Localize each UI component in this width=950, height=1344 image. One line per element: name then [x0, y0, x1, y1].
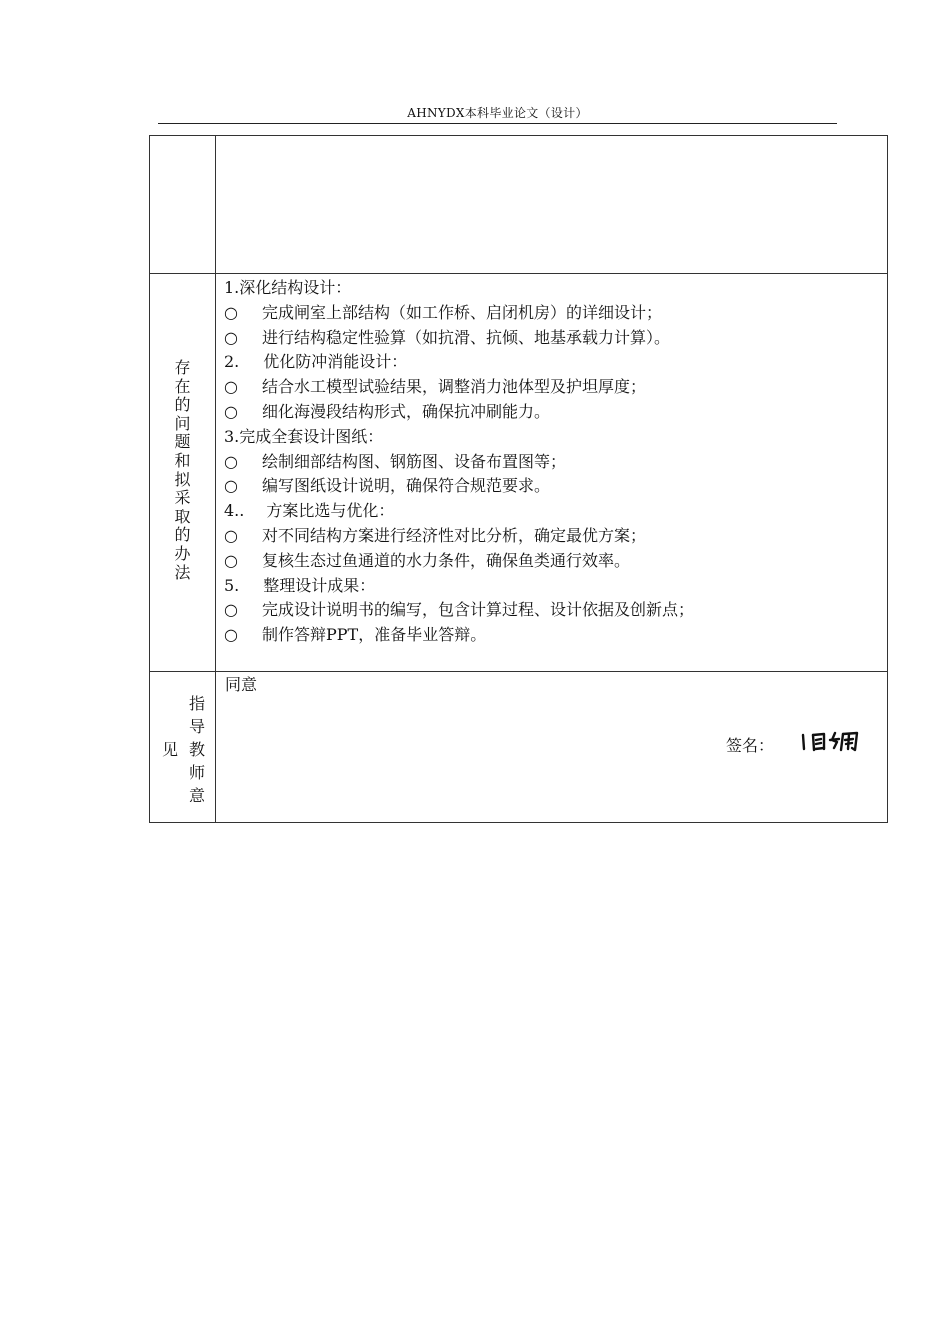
bullet-text: 结合水工模型试验结果，调整消力池体型及护坦厚度； [262, 377, 647, 397]
bullet-text: 完成闸室上部结构（如工作桥、启闭机房）的详细设计； [262, 302, 663, 322]
table-row-advisor [150, 672, 888, 823]
bullet-text: 完成设计说明书的编写，包含计算过程、设计依据及创新点； [262, 600, 695, 620]
list-item-heading [224, 574, 879, 599]
hollow-circle-icon: ○ [224, 401, 238, 421]
list-item [224, 400, 879, 425]
hollow-circle-icon: ○ [224, 600, 238, 620]
hollow-circle-icon: ○ [224, 625, 238, 645]
problems-list [216, 274, 887, 648]
bullet-text: 对不同结构方案进行经济性对比分析，确定最优方案； [262, 525, 647, 545]
hollow-circle-icon: ○ [224, 302, 238, 322]
signature-label: 签名： [726, 736, 775, 755]
advisor-opinion: 同意 [225, 675, 258, 694]
header-rule [158, 123, 837, 124]
item-heading: 优化防冲消能设计： [263, 352, 408, 372]
item-number: 2. [224, 352, 240, 372]
hollow-circle-icon: ○ [224, 525, 238, 545]
hollow-circle-icon: ○ [224, 451, 238, 471]
problems-content-cell [216, 274, 888, 672]
hollow-circle-icon: ○ [224, 550, 238, 570]
item-heading: 方案比选与优化： [266, 501, 395, 521]
handwritten-signature-icon [799, 728, 865, 756]
form-table [149, 135, 888, 823]
item-heading: 整理设计成果： [263, 575, 376, 595]
list-item [224, 375, 879, 400]
table-row-empty [150, 136, 888, 274]
item-number: 5. [224, 575, 240, 595]
list-item [224, 524, 879, 549]
list-item [224, 326, 879, 351]
hollow-circle-icon: ○ [224, 377, 238, 397]
list-item [224, 450, 879, 475]
item-heading: 深化结构设计： [239, 278, 352, 297]
bullet-text: 编写图纸设计说明，确保符合规范要求。 [262, 476, 551, 496]
list-item [224, 474, 879, 499]
advisor-label: 指导教师意 [188, 694, 205, 805]
bullet-text: 制作答辩PPT，准备毕业答辩。 [262, 625, 487, 645]
list-item [224, 598, 879, 623]
list-item [224, 623, 879, 648]
empty-content-cell [216, 136, 888, 274]
bullet-text: 复核生态过鱼通道的水力条件，确保鱼类通行效率。 [262, 550, 631, 570]
list-item [224, 549, 879, 574]
table-row-problems [150, 274, 888, 672]
list-item-heading [224, 425, 879, 450]
list-item-heading [224, 276, 879, 301]
item-number: 1. [224, 278, 240, 297]
item-number: 4.. [224, 501, 245, 521]
advisor-label-cell [150, 672, 216, 823]
problems-label: 存在的问题和拟采取的办法 [174, 358, 191, 582]
bullet-text: 进行结构稳定性验算（如抗滑、抗倾、地基承载力计算）。 [262, 327, 671, 347]
list-item-heading [224, 499, 879, 524]
advisor-content-cell [216, 672, 888, 823]
bullet-text: 绘制细部结构图、钢筋图、设备布置图等； [262, 451, 567, 471]
list-item [224, 301, 879, 326]
page-header: AHNYDX本科毕业论文（设计） [407, 106, 588, 120]
empty-label-cell [150, 136, 216, 274]
list-item-heading [224, 350, 879, 375]
item-number: 3. [224, 426, 240, 446]
advisor-label-side: 见 [162, 740, 179, 759]
problems-label-cell [150, 274, 216, 672]
hollow-circle-icon: ○ [224, 476, 238, 496]
item-heading: 完成全套设计图纸： [239, 426, 384, 446]
bullet-text: 细化海漫段结构形式，确保抗冲刷能力。 [262, 401, 551, 421]
hollow-circle-icon: ○ [224, 327, 238, 347]
